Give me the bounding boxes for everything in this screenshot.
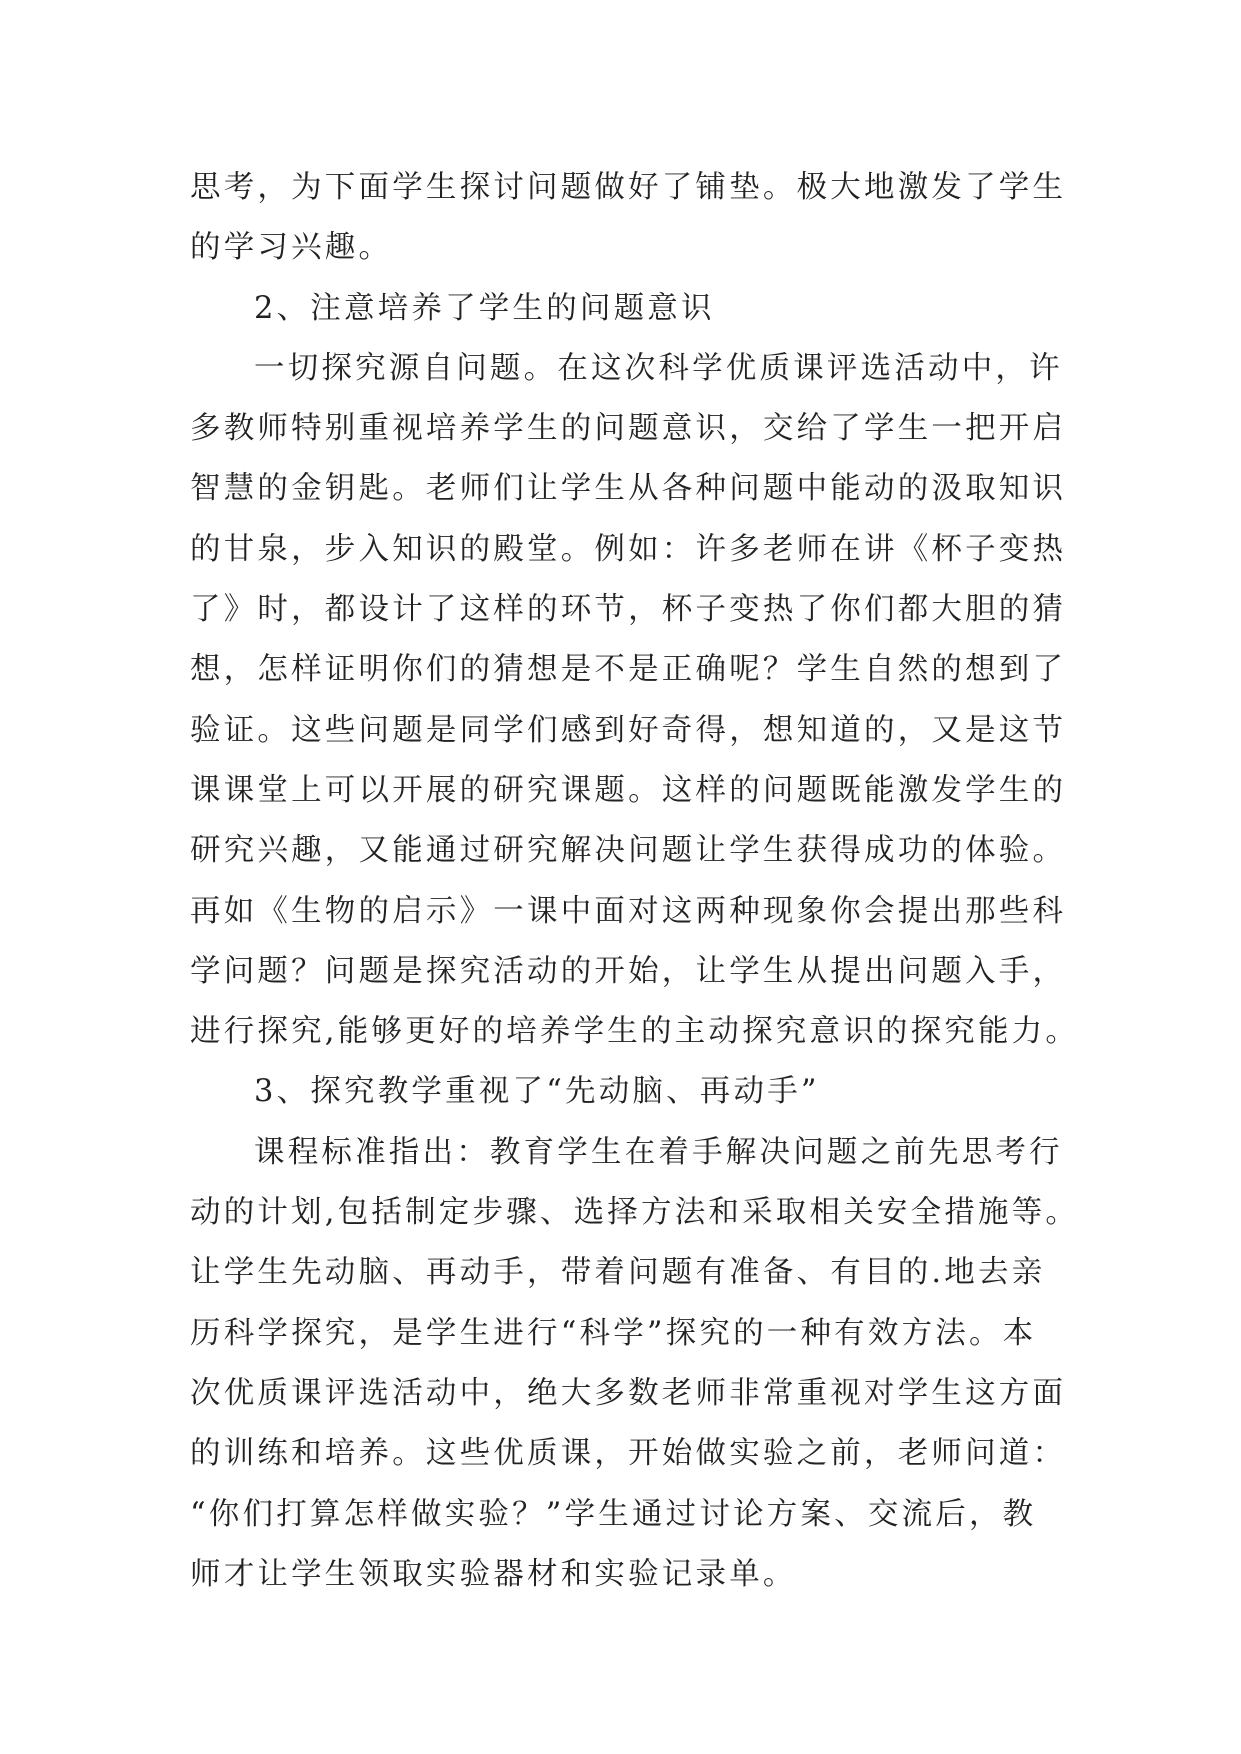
body-line: 师才让学生领取实验器材和实验记录单。: [190, 1556, 797, 1592]
body-line: 多教师特别重视培养学生的问题意识，交给了学生一把开启: [190, 411, 1067, 447]
section-heading: 3、探究教学重视了“先动脑、再动手”: [254, 1074, 820, 1110]
body-line: 思考，为下面学生探讨问题做好了铺垫。极大地激发了学生: [190, 170, 1067, 205]
body-line: 验证。这些问题是同学们感到好奇得，想知道的，又是这节: [190, 712, 1067, 748]
body-line: 的甘泉，步入知识的殿堂。例如：许多老师在讲《杯子变热: [190, 531, 1067, 567]
body-line: 让学生先动脑、再动手，带着问题有准备、有目的.地去亲: [190, 1255, 1046, 1291]
section-heading: 2、注意培养了学生的问题意识: [254, 290, 715, 326]
body-line: 再如《生物的启示》一课中面对这两种现象你会提出那些科: [190, 893, 1067, 929]
paragraph-first-line: 课程标准指出：教育学生在着手解决问题之前先思考行: [254, 1134, 1063, 1170]
document-body: [190, 158, 1080, 1605]
body-line: 想，怎样证明你们的猜想是不是正确呢？学生自然的想到了: [190, 652, 1067, 688]
body-line: 研究兴趣，又能通过研究解决问题让学生获得成功的体验。: [190, 833, 1067, 869]
body-line: 动的计划,包括制定步骤、选择方法和采取相关安全措施等。: [190, 1195, 1080, 1231]
body-line: 学问题？问题是探究活动的开始，让学生从提出问题入手，: [190, 953, 1067, 989]
body-line: 课课堂上可以开展的研究课题。这样的问题既能激发学生的: [190, 772, 1067, 808]
body-line: 进行探究,能够更好的培养学生的主动探究意识的探究能力。: [190, 1014, 1080, 1050]
paragraph-first-line: 一切探究源自问题。在这次科学优质课评选活动中，许: [254, 350, 1063, 386]
body-line: 的学习兴趣。: [190, 230, 393, 266]
body-line: 了》时，都设计了这样的环节，杯子变热了你们都大胆的猜: [190, 592, 1067, 628]
body-line: 智慧的金钥匙。老师们让学生从各种问题中能动的汲取知识: [190, 471, 1067, 507]
body-line: 历科学探究，是学生进行“科学”探究的一种有效方法。本: [190, 1315, 1037, 1351]
body-line: 的训练和培养。这些优质课，开始做实验之前，老师问道：: [190, 1436, 1067, 1472]
body-line: “你们打算怎样做实验？”学生通过讨论方案、交流后，教: [190, 1496, 1037, 1532]
body-line: 次优质课评选活动中，绝大多数老师非常重视对学生这方面: [190, 1375, 1067, 1411]
